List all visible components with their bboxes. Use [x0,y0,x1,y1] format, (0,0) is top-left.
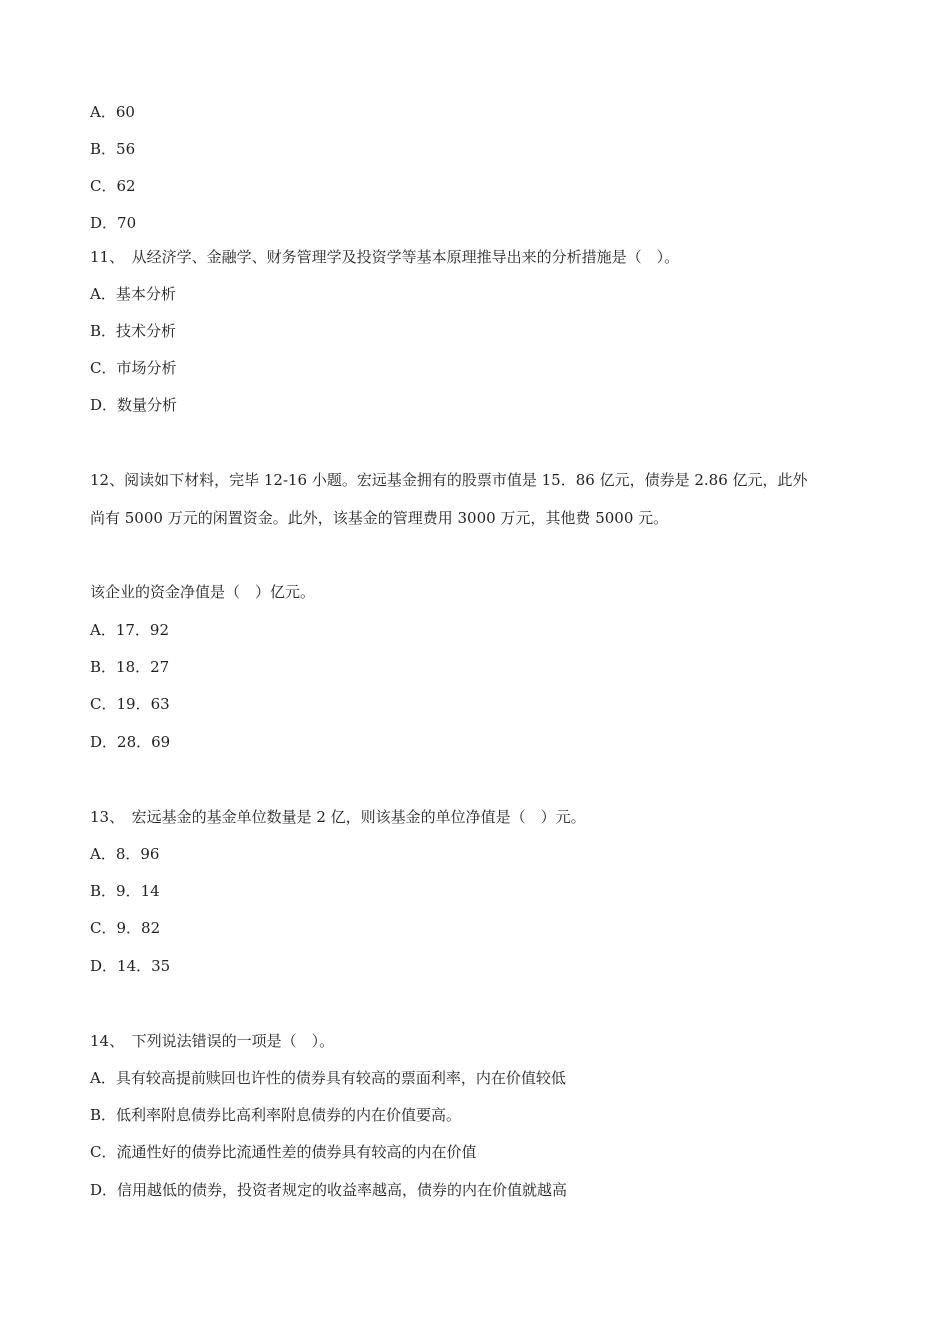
q11-option-c: C．市场分析 [90,359,177,377]
q10-option-a: A．60 [90,103,135,121]
q13-option-d: D．14．35 [90,957,171,975]
q12-material-line2: 尚有 5000 万元的闲置资金。此外，该基金的管理费用 3000 万元，其他费 5000 元。 [90,509,669,527]
q10-option-b: B．56 [90,140,136,158]
q10-option-d: D．70 [90,214,137,232]
q11-stem: 11、 从经济学、金融学、财务管理学及投资学等基本原理推导出来的分析措施是（ ）。 [90,248,680,266]
q13-stem: 13、 宏远基金的基金单位数量是 2 亿，则该基金的单位净值是（ ）元。 [90,808,586,826]
q14-option-b: B．低利率附息债券比高利率附息债券的内在价值要高。 [90,1106,462,1124]
q10-option-c: C．62 [90,177,136,195]
q12-option-b: B．18．27 [90,658,170,676]
q12-option-c: C．19．63 [90,695,170,713]
q11-option-a: A．基本分析 [90,285,176,303]
q14-stem: 14、 下列说法错误的一项是（ ）。 [90,1032,335,1050]
q13-option-b: B．9．14 [90,882,160,900]
q13-option-c: C．9．82 [90,919,161,937]
q12-stem: 该企业的资金净值是（ ）亿元。 [90,583,316,601]
q12-option-a: A．17．92 [90,621,170,639]
q12-option-d: D．28．69 [90,733,171,751]
q13-option-a: A．8．96 [90,845,160,863]
q11-option-d: D．数量分析 [90,396,178,414]
q14-option-d: D．信用越低的债券，投资者规定的收益率越高，债券的内在价值就越高 [90,1181,568,1199]
q12-material-line1: 12、阅读如下材料，完毕 12-16 小题。宏远基金拥有的股票市值是 15．86 亿元，债券是 2.86 亿元，此外 [90,471,808,489]
q14-option-a: A．具有较高提前赎回也许性的债券具有较高的票面利率，内在价值较低 [90,1069,566,1087]
q14-option-c: C．流通性好的债券比流通性差的债券具有较高的内在价值 [90,1143,477,1161]
q11-option-b: B．技术分析 [90,322,177,340]
